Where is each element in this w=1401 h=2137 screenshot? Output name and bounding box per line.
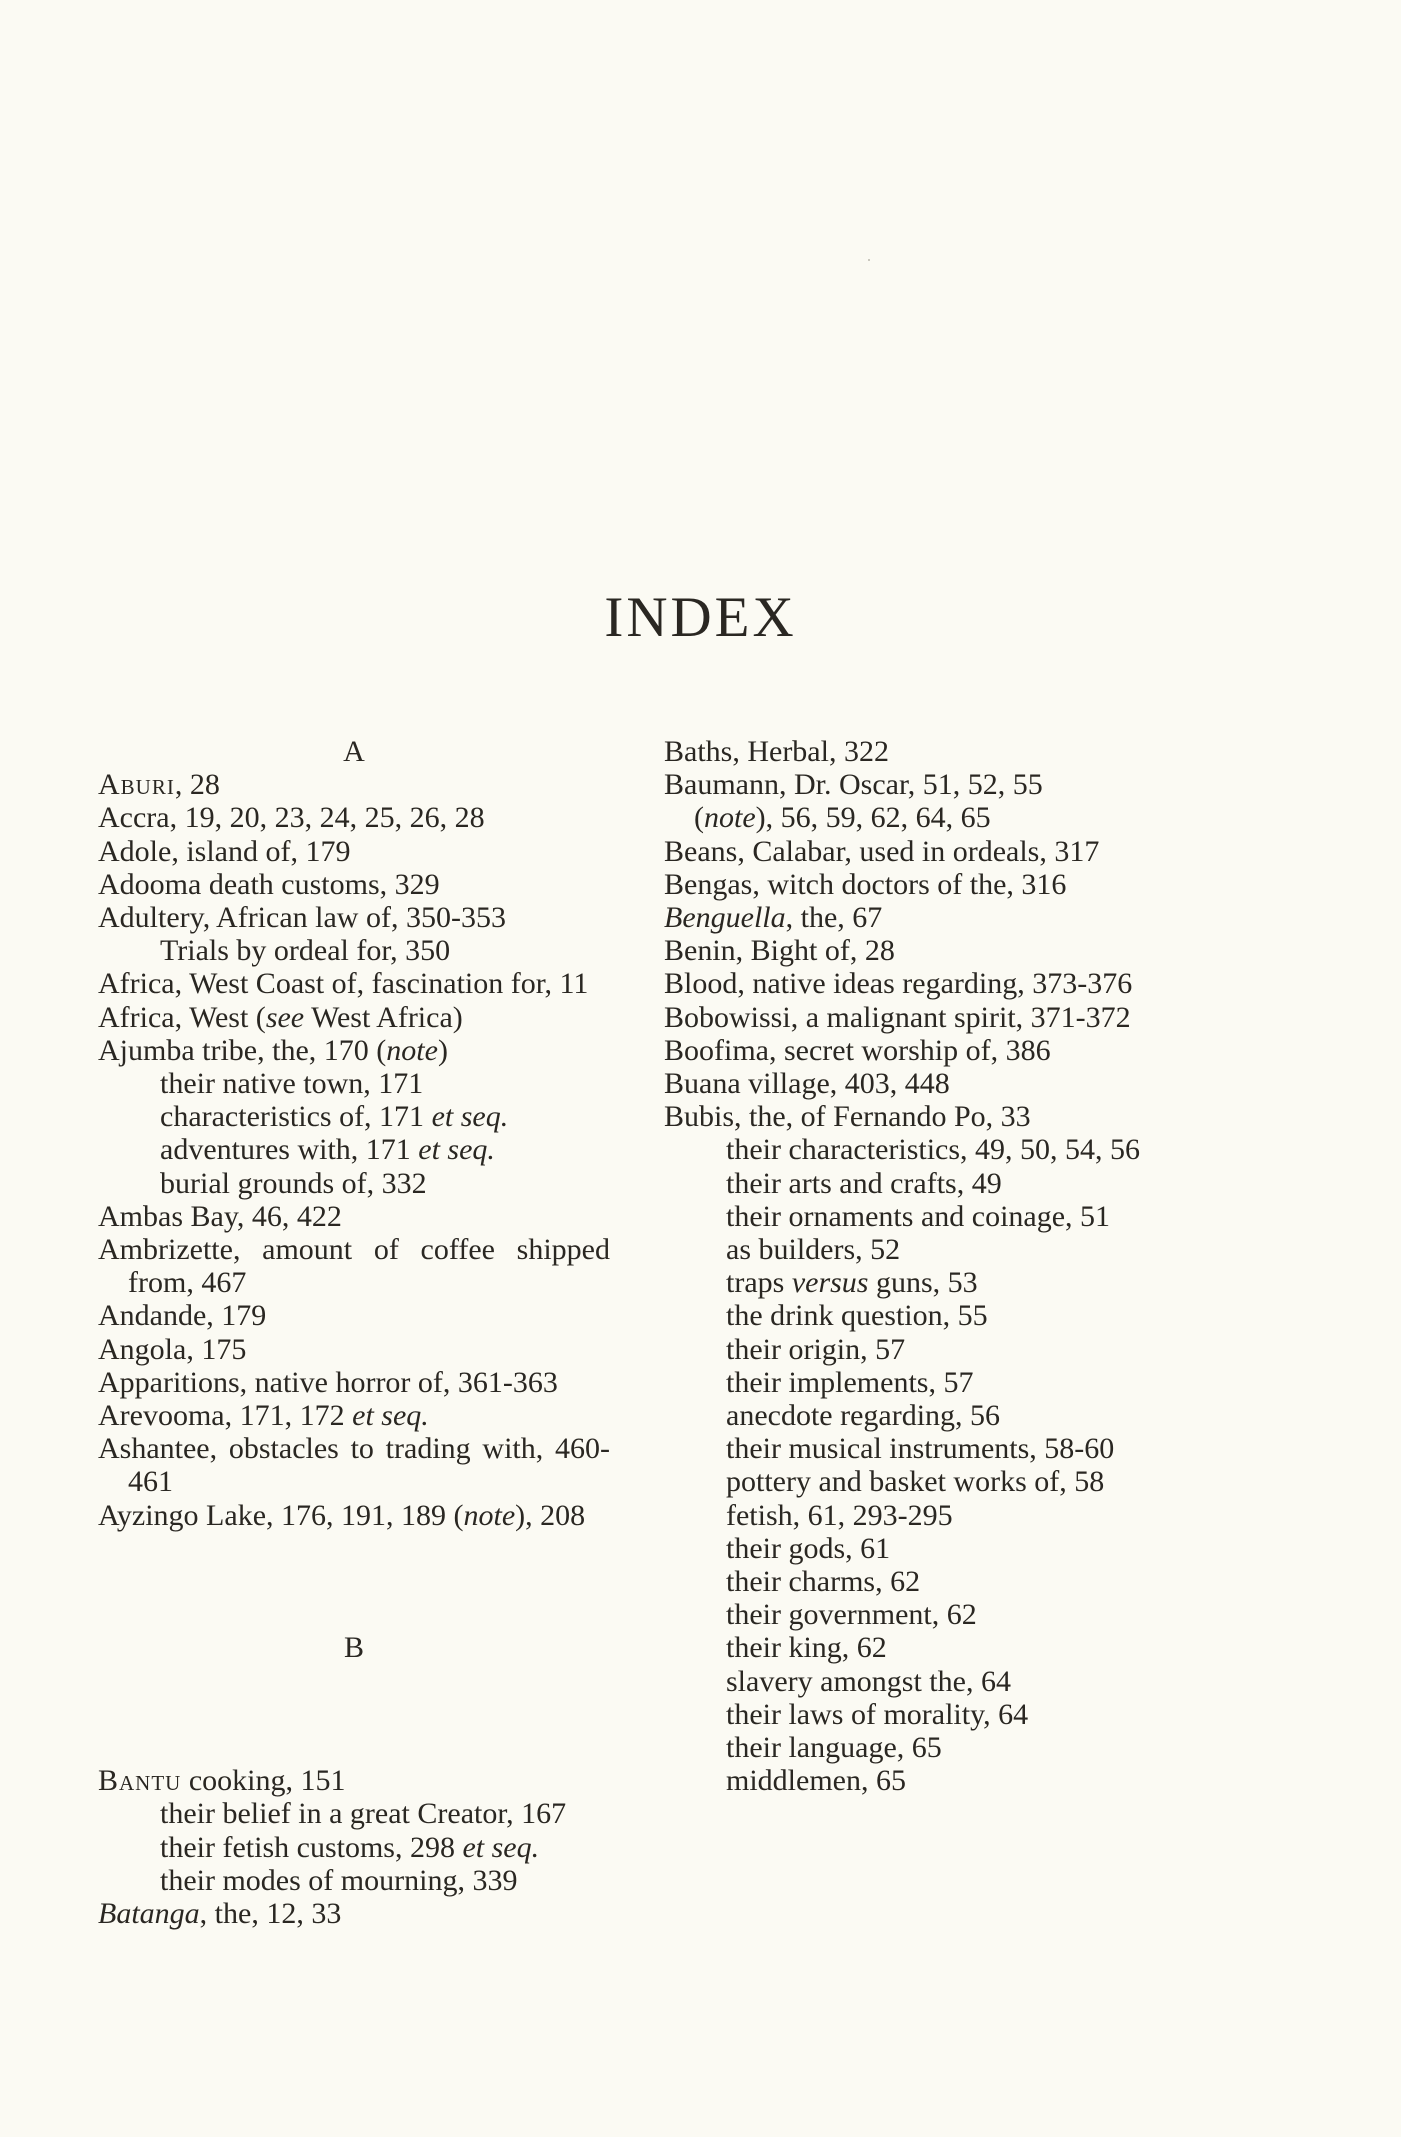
index-subentry: their king, 62 — [726, 1631, 887, 1665]
index-subentry: pottery and basket works of, 58 — [726, 1465, 1105, 1499]
index-subentry: their charms, 62 — [726, 1565, 921, 1599]
index-entry: Adole, island of, 179 — [98, 834, 351, 868]
index-entry: Africa, West (see West Africa) — [98, 1000, 463, 1034]
index-subentry: their implements, 57 — [726, 1365, 974, 1399]
index-entry: Beans, Calabar, used in ordeals, 317 — [664, 834, 1100, 868]
section-gap — [98, 1532, 610, 1632]
index-entry: Ambas Bay, 46, 422 — [98, 1199, 342, 1233]
index-subentry: their fetish customs, 298 et seq. — [160, 1830, 540, 1864]
index-subentry: their ornaments and coinage, 51 — [726, 1199, 1111, 1233]
index-entry: Bobowissi, a malignant spirit, 371-372 — [664, 1000, 1131, 1034]
index-subentry: their modes of mourning, 339 — [160, 1863, 518, 1897]
index-entry: Adooma death customs, 329 — [98, 867, 440, 901]
index-entry: Ashantee, obstacles to trading with, 460-461 — [98, 1432, 610, 1499]
index-entry: Adultery, African law of, 350-353 — [98, 901, 506, 934]
index-entry: Arevooma, 171, 172 et seq. — [98, 1399, 429, 1433]
index-entry: Apparitions, native horror of, 361-363 — [98, 1365, 558, 1399]
index-continuation: (note), 56, 59, 62, 64, 65 — [694, 801, 991, 835]
index-entry: Andande, 179 — [98, 1299, 267, 1333]
index-subentry: their characteristics, 49, 50, 54, 56 — [726, 1133, 1141, 1167]
index-subentry: fetish, 61, 293-295 — [726, 1498, 953, 1532]
index-entry: Baumann, Dr. Oscar, 51, 52, 55 — [664, 768, 1043, 802]
index-subentry: their language, 65 — [726, 1731, 942, 1765]
index-entry: Boofima, secret worship of, 386 — [664, 1033, 1051, 1067]
index-subentry: their laws of morality, 64 — [726, 1697, 1029, 1731]
index-subentry: their government, 62 — [726, 1598, 977, 1632]
index-column-left — [98, 735, 610, 1930]
index-entry: Benin, Bight of, 28 — [664, 934, 895, 968]
index-subentry: slavery amongst the, 64 — [726, 1664, 1011, 1698]
index-subentry: Trials by ordeal for, 350 — [160, 934, 451, 968]
section-letter-b: B — [343, 1631, 364, 1665]
index-subentry: the drink question, 55 — [726, 1299, 988, 1333]
index-subentry: their gods, 61 — [726, 1531, 891, 1565]
index-entry: Ajumba tribe, the, 170 (note) — [98, 1033, 448, 1067]
index-entry: Baths, Herbal, 322 — [664, 735, 889, 768]
index-entry: Bubis, the, of Fernando Po, 33 — [664, 1100, 1031, 1134]
index-subentry: anecdote regarding, 56 — [726, 1399, 1001, 1433]
index-subentry: their origin, 57 — [726, 1332, 906, 1366]
index-subentry: characteristics of, 171 et seq. — [160, 1100, 509, 1134]
section-letter-a: A — [343, 735, 365, 768]
index-entry: Aburi, 28 — [98, 768, 220, 802]
index-entry: Blood, native ideas regarding, 373-376 — [664, 967, 1133, 1001]
index-entry: Ayzingo Lake, 176, 191, 189 (note), 208 — [98, 1498, 586, 1532]
index-entry: Bantu cooking, 151 — [98, 1764, 346, 1798]
index-entry: Angola, 175 — [98, 1332, 247, 1366]
index-subentry: burial grounds of, 332 — [160, 1166, 427, 1200]
index-entry: Accra, 19, 20, 23, 24, 25, 26, 28 — [98, 801, 485, 835]
index-subentry: adventures with, 171 et seq. — [160, 1133, 495, 1167]
index-entry: Batanga, the, 12, 33 — [98, 1897, 342, 1931]
section-gap — [98, 1665, 610, 1765]
index-subentry: their musical instruments, 58-60 — [726, 1432, 1115, 1466]
index-subentry: their arts and crafts, 49 — [726, 1166, 1002, 1200]
index-subentry: middlemen, 65 — [726, 1764, 906, 1798]
index-entry: Benguella, the, 67 — [664, 901, 883, 935]
index-entry: Ambrizette, amount of coffee shipped from, 467 — [98, 1233, 610, 1300]
index-subentry: as builders, 52 — [726, 1233, 901, 1267]
index-column-right — [664, 735, 1176, 1798]
index-subentry: their native town, 171 — [160, 1067, 424, 1101]
page-title: INDEX — [604, 586, 797, 649]
index-entry: Buana village, 403, 448 — [664, 1067, 950, 1101]
index-entry: Bengas, witch doctors of the, 316 — [664, 867, 1067, 901]
index-entry: Africa, West Coast of, fascination for, 11 — [98, 967, 589, 1001]
index-subentry: traps versus guns, 53 — [726, 1266, 978, 1300]
stray-mark — [868, 259, 870, 261]
index-subentry: their belief in a great Creator, 167 — [160, 1797, 567, 1831]
